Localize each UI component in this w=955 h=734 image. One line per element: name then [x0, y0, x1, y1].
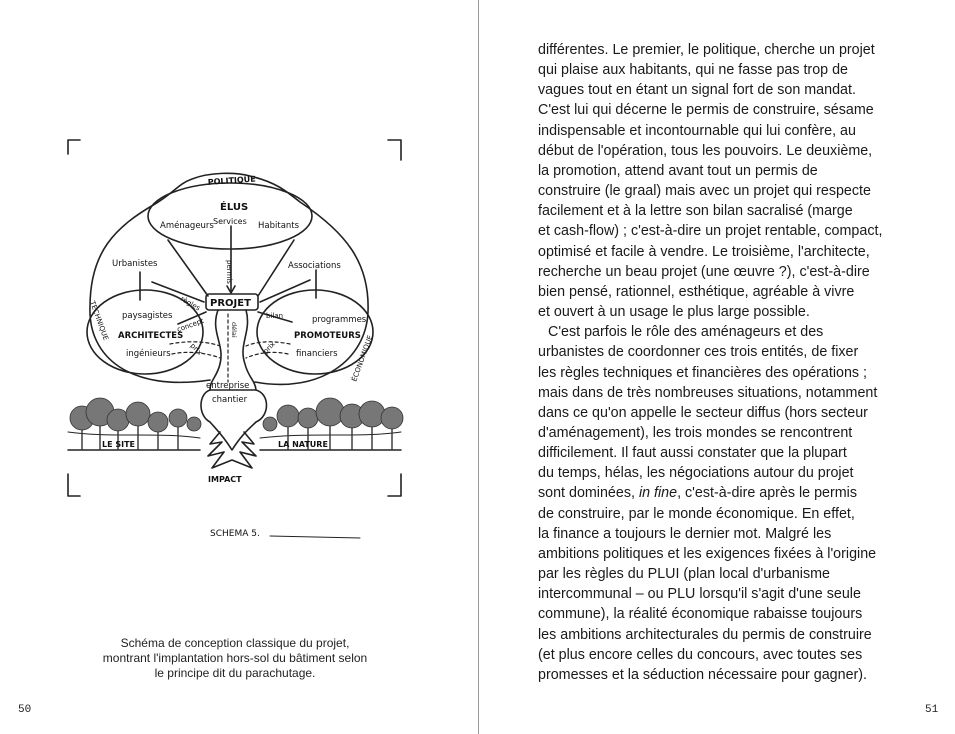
text-line: par les règles du PLUI (plan local d'urbanisme	[538, 566, 830, 583]
text-line: indispensable et incontournable qui lui confère, au	[538, 122, 856, 139]
text-line: mais dans de très nombreuses situations, notamment	[538, 384, 878, 401]
label-chantier: chantier	[212, 395, 248, 405]
label-habitants: Habitants	[258, 221, 300, 231]
text-line: les ambitions architecturales du permis de construire	[538, 626, 872, 643]
paragraph-first-line: C'est parfois le rôle des aménageurs et des	[548, 324, 824, 341]
corner-mark-top-right	[388, 140, 401, 160]
text-line: de construire, par le monde économique. En effet,	[538, 505, 855, 522]
label-politique: POLITIQUE	[207, 174, 256, 187]
italic-text: in fine	[638, 485, 678, 502]
corner-mark-top-left	[68, 140, 80, 154]
text-line: les règles techniques et financières des opérations ;	[538, 364, 868, 381]
body-text	[538, 40, 938, 685]
label-associations: Associations	[288, 261, 341, 271]
text-line: et cash-flow) ; c'est-à-dire un projet rentable, compact,	[538, 223, 883, 240]
text-line: ambitions politiques et les exigences fixées à l'origine	[538, 545, 877, 562]
label-schema: SCHEMA 5.	[210, 529, 260, 539]
label-concept: concept	[175, 316, 205, 334]
text-line: bien pensé, rationnel, esthétique, agréable à vivre	[538, 283, 855, 300]
caption-line: le principe dit du parachutage.	[154, 666, 316, 680]
label-delai: délai	[230, 322, 238, 338]
label-regles: règles	[179, 294, 202, 313]
text-line: urbanistes de coordonner ces trois entités, de fixer	[538, 344, 859, 361]
text-line: la finance a toujours le dernier mot. Malgré les	[538, 525, 832, 542]
corner-mark-bottom-right	[388, 474, 401, 496]
label-urbanistes: Urbanistes	[112, 259, 158, 269]
figure-caption	[80, 636, 390, 681]
text-line: (et plus encore celles du concours, avec toutes ses	[538, 646, 863, 663]
label-elus: ÉLUS	[220, 202, 249, 213]
label-permis: permis	[225, 260, 233, 284]
caption-line: Schéma de conception classique du projet,	[120, 636, 350, 650]
label-impact: IMPACT	[208, 475, 242, 484]
caption-line: montrant l'implantation hors-sol du bâtiment selon	[102, 651, 368, 665]
label-amenageurs: Aménageurs	[160, 221, 214, 231]
label-programmes: programmes	[312, 315, 367, 325]
page-number-right: 51	[925, 704, 939, 716]
text-line: et ouvert à un usage le plus large possible.	[538, 304, 810, 321]
schema-drawing	[60, 132, 410, 552]
text-segment: , c'est-à-dire après le permis	[677, 485, 858, 502]
label-la-nature: LA NATURE	[278, 440, 328, 449]
text-line: optimisé et facile à vendre. Le troisième, l'architecte,	[538, 243, 870, 260]
label-economique: ÉCONOMIQUE	[350, 334, 375, 383]
schema-svg	[60, 132, 410, 552]
text-segment: sont dominées,	[538, 485, 639, 502]
label-prix-right: prix	[261, 340, 277, 356]
text-line: vagues tout en étant un signal fort de son mandat.	[538, 82, 856, 99]
label-ingenieurs: ingénieurs	[126, 349, 171, 359]
text-line: difficilement. Il faut aussi constater que la plupart	[538, 445, 847, 462]
text-line: commune), la réalité économique rabaisse toujours	[538, 606, 863, 623]
text-line: dans ce qu'on appelle le secteur diffus (hors secteur	[538, 404, 868, 421]
label-bilan: bilan	[266, 312, 284, 320]
text-line: début de l'opération, tous les pouvoirs. Le deuxième,	[538, 142, 873, 159]
page-number-left: 50	[18, 704, 32, 716]
label-financiers: financiers	[296, 349, 338, 359]
label-technique: TECHNIQUE	[88, 299, 110, 342]
label-architectes: ARCHITECTES	[118, 331, 184, 341]
label-paysagistes: paysagistes	[122, 311, 173, 321]
label-promoteurs: PROMOTEURS	[294, 331, 361, 341]
politique-ellipse	[148, 183, 312, 249]
text-line: C'est lui qui décerne le permis de construire, sésame	[538, 102, 874, 119]
label-projet: PROJET	[210, 298, 251, 309]
corner-mark-bottom-left	[68, 474, 80, 496]
text-line: recherche un beau projet (une œuvre ?), c'est-à-dire	[538, 263, 870, 280]
label-services: Services	[213, 217, 247, 226]
right-page	[479, 0, 955, 734]
label-le-site: LE SITE	[102, 440, 136, 449]
text-line: facilement et à la lettre son bilan sacralisé (marge	[538, 203, 853, 220]
text-line: qui plaise aux habitants, qui ne fasse pas trop de	[538, 62, 848, 79]
label-entreprise: entreprise	[206, 381, 250, 391]
text-line: promesses et la séduction nécessaire pour gagner).	[538, 666, 868, 683]
text-line-mixed	[538, 483, 938, 503]
text-line: d'aménagement), les trois mondes se rencontrent	[538, 424, 853, 441]
text-line: différentes. Le premier, le politique, cherche un projet	[538, 42, 875, 58]
label-prix-left: prix	[188, 341, 204, 357]
text-line: du temps, hélas, les négociations autour du projet	[538, 465, 854, 482]
text-line: construire (le graal) mais avec un projet qui respecte	[538, 183, 871, 200]
text-line: la promotion, attend avant tout un permis de	[538, 162, 818, 179]
text-line: intercommunal – ou PLU lorsqu'il s'agit d'une seule	[538, 586, 861, 603]
